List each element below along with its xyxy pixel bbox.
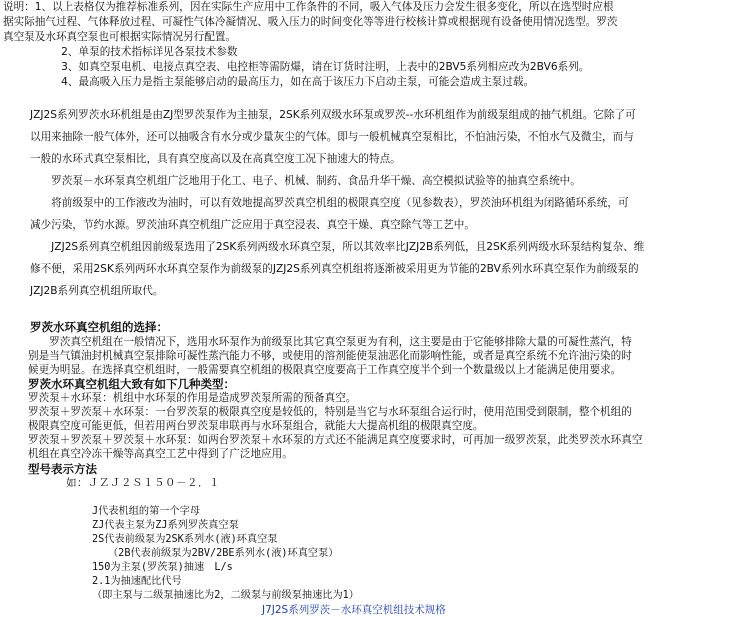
note-line: 据实际抽气过程、气体释放过程、可凝性气体冷凝情况、吸入压力的时间变化等等进行校核计算或根据现有设备使用情况选型。罗茨	[3, 16, 618, 28]
note-line: 2、单泵的技术指标详见各泵技术参数	[40, 46, 238, 58]
intro-line: 将前级泵中的工作液改为油时，可以有效地提高罗茨真空机组的极限真空度（见参数表），罗茨油环机组为闭路循环系统，可	[30, 197, 629, 209]
intro-line: 以用来抽除一般气体外，还可以抽吸含有水分或少量灰尘的气体。即与一般机械真空泵相比，不怕油污染，不怕水气及微尘，而与	[30, 131, 634, 143]
intro-line: 修不便，采用2SK系列两环水环真空泵作为前级泵的JZJ2S系列真空机组将逐渐被采用更为节能的2BV系列水环真空泵作为前级泵的	[30, 263, 639, 275]
model-heading: 型号表示方法	[28, 462, 97, 476]
next-table-title: J7J2S系列罗茨－水环真空机组技术规格	[262, 604, 446, 616]
intro-line: 减少污染，节约水源。罗茨油环真空机组广泛应用于真空浸表、真空干燥、真空除气等工艺中。	[30, 219, 475, 231]
types-line: 机组在真空冷冻干燥等高真空工艺中得到了广泛地应用。	[28, 448, 293, 460]
intro-line: JZJ2S系列罗茨水环机组是由ZJ型罗茨泵作为主抽泵，2SK系列双级水环泵或罗茨--水环机组作为前级泵组成的抽气机组。它除了可	[30, 109, 636, 121]
types-line: 罗茨泵＋罗茨泵＋水环泵：一台罗茨泵的极限真空度是较低的，特别是当它与水环泵组合运行时，使用范围受到限制，整个机组的	[28, 406, 632, 418]
model-line: 2.1为抽速配比代号	[92, 576, 182, 587]
selection-heading: 罗茨水环真空机组的选择：	[30, 320, 168, 334]
types-heading: 罗茨水环真空机组大致有如下几种类型：	[28, 377, 235, 391]
model-line: 150为主泵(罗茨泵)抽速 L/s	[92, 562, 233, 573]
note-line: 说明：1、以上表格仅为推荐标准系列，因在实际生产应用中工作条件的不同，吸入气体及压力会发生很多变化，所以在选型时应根	[3, 1, 614, 13]
intro-line: 罗茨泵－水环泵真空机组广泛地用于化工、电子、机械、制药、食品升华干燥、高空模拟试验等的抽真空系统中。	[30, 175, 581, 187]
note-line: 3、如真空泵电机、电接点真空表、电控柜等需防爆，请在订货时注明，上表中的2BV5系列相应改为2BV6系列。	[40, 61, 590, 73]
model-line: （即主泵与二级泵抽速比为2，二级泵与前级泵抽速比为1）	[92, 590, 359, 601]
types-line: 罗茨泵＋罗茨泵＋罗茨泵＋水环泵：如两台罗茨泵＋水环泵的方式还不能满足真空度要求时，可再加一级罗茨泵，此类罗茨水环真空	[28, 434, 643, 446]
model-example: 如：ＪＺＪ２Ｓ１５０－２．１	[66, 478, 220, 490]
model-line: ZJ代表主泵为ZJ系列罗茨真空泵	[92, 520, 239, 531]
selection-line: 候更为明显。在选择真空机组时，一般需要真空机组的极限真空度要高于工作真空度半个到一个数量级以上才能满足使用要求。	[28, 364, 622, 376]
types-line: 罗茨泵＋水环泵：机组中水环泵的作用是造成罗茨泵所需的预备真空。	[28, 392, 357, 404]
selection-line: 罗茨真空机组在一般情况下，选用水环泵作为前级泵比其它真空泵更为有利，这主要是由于它能够排除大量的可凝性蒸汽，特	[28, 336, 632, 348]
note-line: 4、最高吸入压力是指主泵能够启动的最高压力，如在高于该压力下启动主泵，可能会造成主泵过载。	[40, 76, 535, 88]
model-line: J代表机组的第一个字母	[92, 506, 201, 517]
intro-line: JZJ2S系列真空机组因前级泵选用了2SK系列两级水环真空泵，所以其效率比JZJ2B系列低，且2SK系列两级水环泵结构复杂、维	[30, 241, 645, 253]
model-line: （2B代表前级泵为2BV/2BE系列水(液)环真空泵）	[108, 548, 339, 559]
selection-line: 别是当气镇油封机械真空泵排除可凝性蒸汽能力不够，或使用的溶剂能使泵油恶化而影响性能，或者是真空系统不允许油污染的时	[28, 350, 632, 362]
model-line: 2S代表前级泵为2SK系列水(液)环真空泵	[92, 534, 278, 545]
types-line: 极限真空度可能更低，但若用两台罗茨泵串联再与水环泵组合，就能大大提高机组的极限真空度。	[28, 420, 484, 432]
note-line: 真空泵及水环真空泵也可根据实际情况另行配置。	[3, 31, 237, 43]
intro-line: JZJ2B系列真空机组所取代。	[30, 285, 164, 297]
intro-line: 一般的水环式真空泵相比，具有真空度高以及在高真空度工况下抽速大的特点。	[30, 153, 401, 165]
